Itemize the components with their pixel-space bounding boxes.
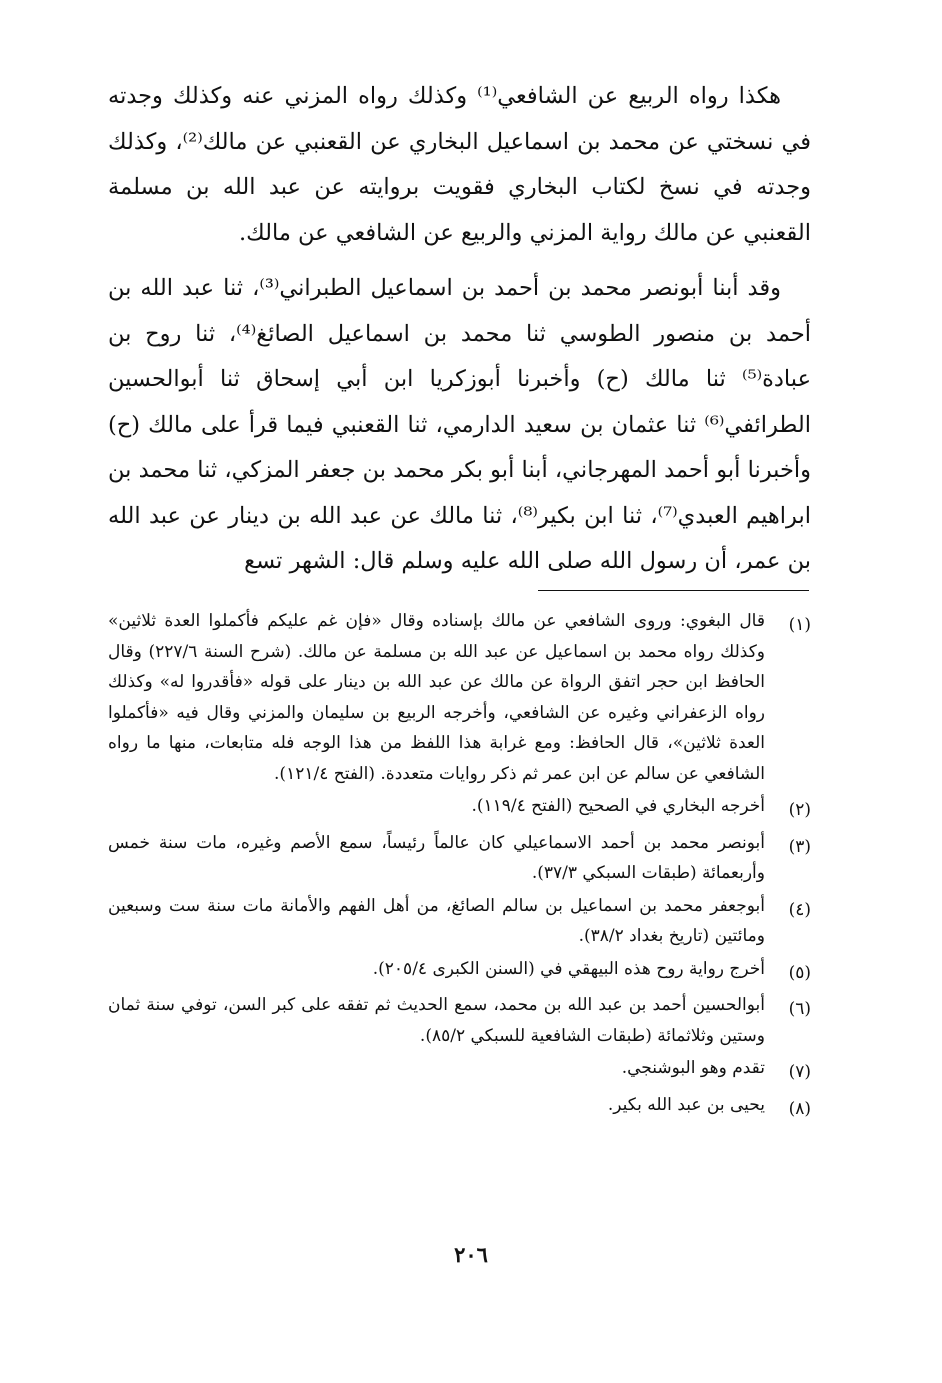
footnote-number: (٣)	[788, 836, 811, 857]
footnote-number: (٨)	[788, 1098, 811, 1119]
footnote-text: تقدم وهو البوشنجي.	[621, 1058, 765, 1078]
footnote-number: (٥)	[788, 962, 811, 983]
footnote-text: أبونصر محمد بن أحمد الاسماعيلي كان عالماً رئيساً، سمع الأصم وغيره، مات سنة خمس وأربعمائة (طبقات السبكي ٣٧/٣).	[108, 832, 765, 883]
footnote-text: أخرجه البخاري في الصحيح (الفتح ١١٩/٤).	[471, 796, 765, 816]
footnote-item	[108, 990, 811, 1051]
footnote-number: (٤)	[788, 899, 811, 920]
footnote-item	[108, 791, 811, 826]
main-text	[108, 74, 811, 585]
footnote-separator	[538, 590, 809, 591]
footnote-item	[108, 606, 811, 789]
footnote-item	[108, 1053, 811, 1088]
paragraph: هكذا رواه الربيع عن الشافعي⁽¹⁾ وكذلك رواه المزني عنه وكذلك وجدته في نسختي عن محمد بن اسماعيل البخاري عن القعنبي عن مالك⁽²⁾، وكذلك وجدته في نسخ لكتاب البخاري فقويت بروايته عن عبد الله بن مسلمة القعنبي عن مالك رواية المزني والربيع عن الشافعي عن مالك.	[108, 83, 811, 246]
footnote-item	[108, 954, 811, 989]
page-number: ٢٠٦	[454, 1242, 488, 1267]
footnote-text: أبوجعفر محمد بن اسماعيل بن سالم الصائغ، من أهل الفهم والأمانة مات سنة ست وسبعين ومائتين (تاريخ بغداد ٣٨/٢).	[108, 895, 765, 946]
footnote-item	[108, 1090, 811, 1125]
footnote-number: (٢)	[788, 800, 811, 820]
footnote-text: أخرج رواية روح هذه البيهقي في (السنن الكبرى ٢٠٥/٤).	[372, 958, 765, 979]
footnote-text: قال البغوي: وروى الشافعي عن مالك بإسناده وقال «فإن غم عليكم فأكملوا العدة ثلاثين» وكذلك رواه محمد بن اسماعيل عن عبد الله بن مسلمة عن مالك. (شرح السنة ٢٢٧/٦) وقال الحافظ ابن حجر اتفق الرواة عن مالك عن عبد الله بن دينار على قوله «فأقدروا له» وكذلك رواه الزعفراني وغيره عن الشافعي، وأخرجه الربيع بن سليمان والمزني وقال فيه «فأكملوا العدة ثلاثين»، قال الحافظ: ومع غرابة هذا اللفظ من هذا الوجه فله متابعات، منها ما رواه الشافعي عن سالم عن ابن عمر ثم ذكر روايات متعددة. (الفتح ١٢١/٤).	[108, 611, 765, 784]
footnote-text: أبوالحسين أحمد بن عبد الله بن محمد، سمع الحديث ثم تفقه على كبر السن، توفي سنة ثمان وستين وثلاثمائة (طبقات الشافعية للسبكي ٨٥/٢).	[108, 995, 765, 1046]
footnote-number: (١)	[788, 615, 811, 635]
footnote-item	[108, 891, 811, 952]
footnote-number: (٧)	[788, 1062, 811, 1082]
footnote-item	[108, 828, 811, 889]
footnote-number: (٦)	[788, 999, 811, 1019]
footnote-text: يحيى بن عبد الله بكير.	[607, 1094, 765, 1115]
footnotes	[108, 606, 811, 1126]
paragraph: وقد أبنا أبونصر محمد بن أحمد بن اسماعيل الطبراني⁽³⁾، ثنا عبد الله بن أحمد بن منصور الطوسي ثنا محمد بن اسماعيل الصائغ⁽⁴⁾، ثنا روح بن عبادة⁽⁵⁾ ثنا مالك (ح) وأخبرنا أبوزكريا ابن أبي إسحاق ثنا أبوالحسين الطرائفي⁽⁶⁾ ثنا عثمان بن سعيد الدارمي، ثنا القعنبي فيما قرأ على مالك (ح) وأخبرنا أبو أحمد المهرجاني، أبنا أبو بكر محمد بن جعفر المزكي، ثنا محمد بن ابراهيم العبدي⁽⁷⁾، ثنا ابن بكير⁽⁸⁾، ثنا مالك عن عبد الله بن دينار عن عبد الله بن عمر، أن رسول الله صلى الله عليه وسلم قال: الشهر تسع	[108, 275, 812, 574]
